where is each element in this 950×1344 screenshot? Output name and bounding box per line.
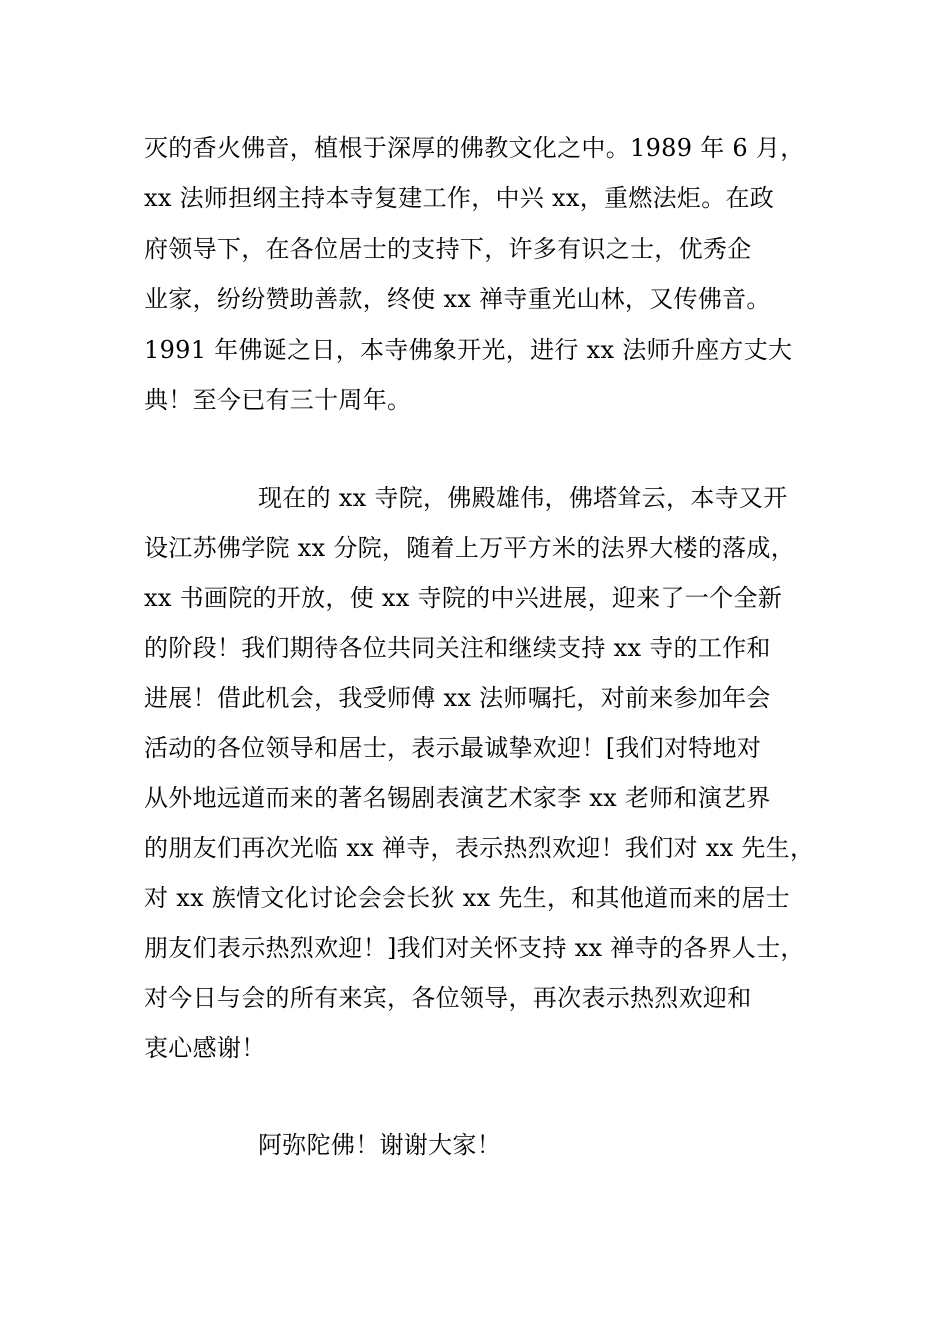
text-line: 现在的 xx 寺院，佛殿雄伟，佛塔耸云，本寺又开 bbox=[258, 484, 788, 512]
text-line: 灭的香火佛音，植根于深厚的佛教文化之中。1989 年 6 月， bbox=[144, 134, 805, 162]
text-line: xx 法师担纲主持本寺复建工作，中兴 xx，重燃法炬。在政 bbox=[144, 184, 775, 212]
text-line: 1991 年佛诞之日，本寺佛象开光，进行 xx 法师升座方丈大 bbox=[144, 336, 793, 364]
text-line: 府领导下，在各位居士的支持下，许多有识之士，优秀企 bbox=[144, 235, 752, 263]
text-line: 的阶段！我们期待各位共同关注和继续支持 xx 寺的工作和 bbox=[144, 634, 771, 662]
text-line: 对今日与会的所有来宾，各位领导，再次表示热烈欢迎和 bbox=[144, 984, 752, 1012]
text-line: xx 书画院的开放，使 xx 寺院的中兴进展，迎来了一个全新 bbox=[144, 584, 783, 612]
text-line: 进展！借此机会，我受师傅 xx 法师嘱托，对前来参加年会 bbox=[144, 684, 771, 712]
text-line: 衷心感谢！ bbox=[144, 1034, 266, 1062]
text-line: 对 xx 族情文化讨论会会长狄 xx 先生，和其他道而来的居士 bbox=[144, 884, 790, 912]
text-line: 的朋友们再次光临 xx 禅寺，表示热烈欢迎！我们对 xx 先生， bbox=[144, 834, 815, 862]
text-line: 设江苏佛学院 xx 分院，随着上万平方米的法界大楼的落成， bbox=[144, 534, 796, 562]
text-line: 朋友们表示热烈欢迎！]我们对关怀支持 xx 禅寺的各界人士， bbox=[144, 934, 805, 962]
text-line: 典！至今已有三十周年。 bbox=[144, 386, 412, 414]
text-line: 业家，纷纷赞助善款，终使 xx 禅寺重光山林，又传佛音。 bbox=[144, 285, 771, 313]
text-line: 从外地远道而来的著名锡剧表演艺术家李 xx 老师和演艺界 bbox=[144, 784, 771, 812]
closing-line: 阿弥陀佛！谢谢大家！ bbox=[258, 1131, 501, 1159]
text-line: 活动的各位领导和居士，表示最诚挚欢迎！[我们对特地对 bbox=[144, 734, 762, 762]
